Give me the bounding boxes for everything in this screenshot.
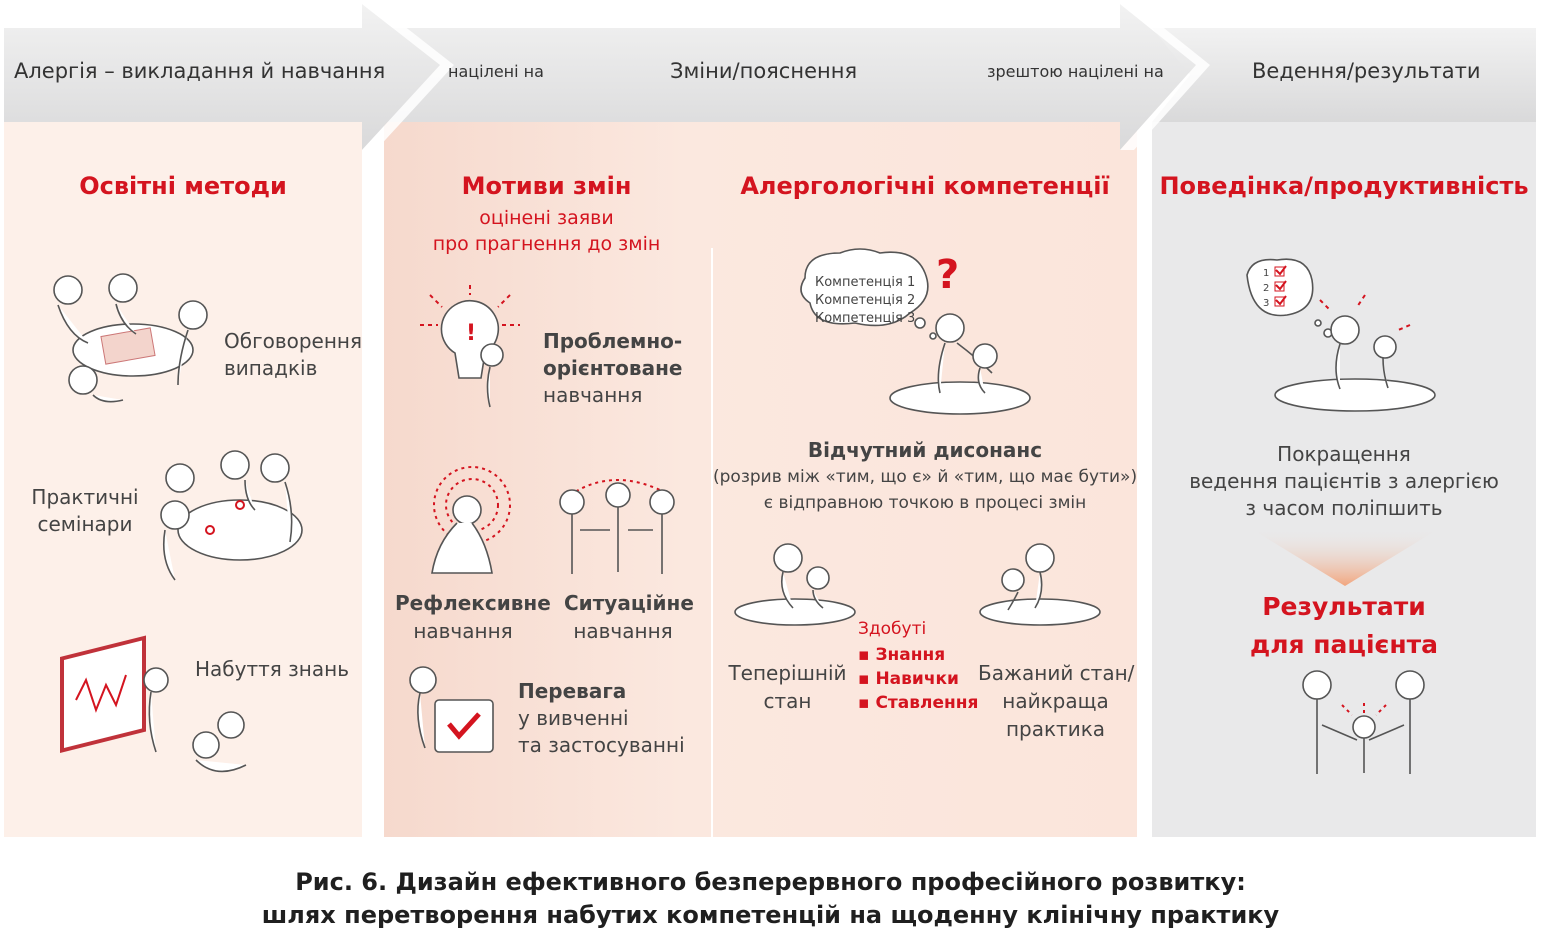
thought-competence-1: Компетенція 1	[815, 275, 916, 290]
col2-subtitle-1: оцінені заяви	[479, 207, 614, 229]
acquired-item-skills: ▪ Навички	[858, 669, 959, 689]
workshop-figure	[150, 450, 310, 590]
col2-title: Мотиви змін	[461, 172, 632, 200]
improve-line-3: з часом поліпшить	[1245, 496, 1443, 520]
pbl-label-3: навчання	[543, 383, 643, 407]
banner-arrow-label-1: націлені на	[448, 62, 544, 81]
results-line-2: для пацієнта	[1250, 630, 1438, 659]
case-discussion-label-1: Обговорення	[224, 329, 363, 353]
thought-competence-3: Компетенція 3	[815, 311, 916, 326]
col2-subtitle-2: про прагнення до змін	[432, 233, 661, 255]
lightbulb-figure	[410, 285, 530, 415]
situational-label-1: Ситуаційне	[564, 591, 694, 615]
acquired-list	[858, 643, 978, 715]
banner-stage-results: Ведення/результати	[1252, 59, 1481, 83]
patient-results-figure	[1282, 665, 1452, 785]
pbl-label-2: орієнтоване	[543, 356, 683, 380]
preference-label-1: Перевага	[518, 679, 627, 703]
column-divider	[711, 248, 713, 838]
dissonance-line-1: (розрив між «тим, що є» й «тим, що має бути»)	[713, 467, 1138, 487]
question-mark: ?	[936, 252, 960, 298]
pbl-label-1: Проблемно-	[543, 329, 683, 353]
col3-title: Алергологічні компетенції	[740, 172, 1110, 200]
desired-state-figure	[978, 538, 1103, 628]
workshop-label-1: Практичні	[31, 485, 139, 509]
reflective-label-1: Рефлексивне	[395, 591, 551, 615]
workshop-label-2: семінари	[37, 512, 133, 536]
figure-caption-line-2: шлях перетворення набутих компетенцій на щоденну клінічну практику	[261, 901, 1280, 929]
checklist-number-2: 2	[1263, 283, 1270, 294]
current-state-label-2: стан	[763, 689, 812, 713]
preference-figure	[405, 662, 500, 762]
current-state-figure	[733, 538, 858, 628]
desired-state-label-1: Бажаний стан/	[978, 661, 1135, 685]
banner-arrow-label-2: зрештою націлені на	[987, 62, 1164, 81]
acquired-item-attitudes: ▪ Ставлення	[858, 693, 979, 713]
banner-stage-change: Зміни/пояснення	[670, 59, 858, 83]
figure-caption-line-1: Рис. 6. Дизайн ефективного безперервного професійного розвитку:	[295, 868, 1246, 896]
acquired-item-knowledge: ▪ Знання	[858, 645, 946, 665]
col1-title: Освітні методи	[79, 172, 287, 200]
preference-label-3: та застосуванні	[518, 733, 685, 757]
down-arrow-gradient	[1250, 528, 1440, 588]
improve-line-1: Покращення	[1277, 442, 1411, 466]
results-line-1: Результати	[1262, 592, 1426, 621]
dissonance-title: Відчутний дисонанс	[807, 438, 1043, 462]
svg-text:!: !	[466, 321, 477, 346]
situational-label-2: навчання	[573, 619, 673, 643]
col4-title: Поведінка/продуктивність	[1159, 172, 1529, 200]
banner-stage-teaching: Алергія – викладання й навчання	[14, 59, 386, 83]
improve-line-2: ведення пацієнтів з алергією	[1189, 469, 1499, 493]
reflective-figure	[412, 465, 522, 585]
checklist-number-3: 3	[1263, 298, 1270, 309]
case-discussion-figure	[48, 270, 218, 420]
dissonance-line-2: є відправною точкою в процесі змін	[763, 493, 1087, 513]
case-discussion-label-2: випадків	[224, 356, 318, 380]
current-state-label-1: Теперішній	[728, 661, 847, 685]
thought-competence-2: Компетенція 2	[815, 293, 916, 308]
situational-figure	[550, 470, 690, 585]
checklist-number-1: 1	[1263, 268, 1270, 279]
desired-state-label-3: практика	[1005, 717, 1106, 741]
desired-state-label-2: найкраща	[1002, 689, 1109, 713]
reflective-label-2: навчання	[413, 619, 513, 643]
knowledge-label: Набуття знань	[195, 657, 349, 681]
preference-label-2: у вивченні	[518, 706, 629, 730]
behaviour-figure	[1235, 255, 1445, 415]
acquired-label: Здобуті	[858, 619, 927, 639]
